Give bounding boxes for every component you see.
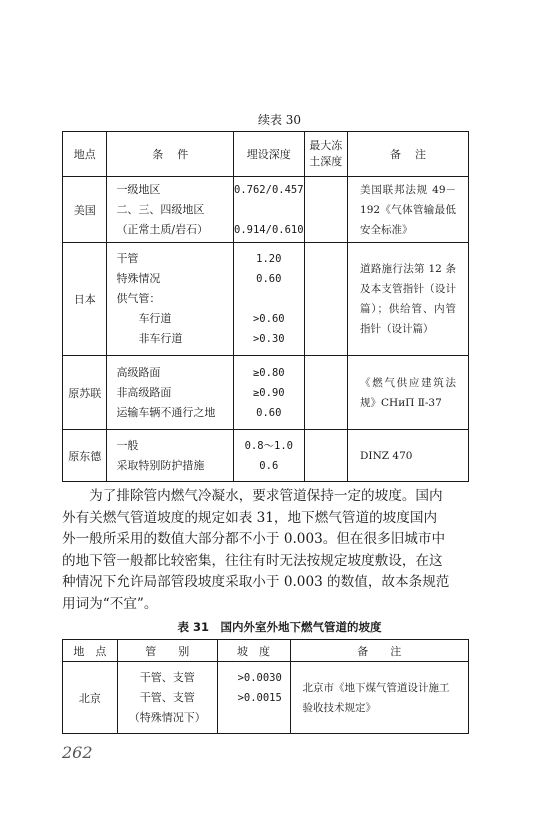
table-row bbox=[63, 243, 469, 356]
remarks-cell: 美国联邦法规 49－192《气体管输最低安全标准》 bbox=[348, 177, 469, 243]
paragraph-line: 种情况下允许局部管段坡度采取小于 0.003 的数值，故本条规范 bbox=[62, 574, 450, 590]
depth-value bbox=[234, 289, 304, 309]
depth-value: 0.60 bbox=[256, 273, 282, 285]
location-cell: 美国 bbox=[63, 177, 107, 243]
pipe-type-line: （特殊情况下） bbox=[128, 710, 206, 724]
location-cell: 原东德 bbox=[63, 430, 107, 482]
depth-cell bbox=[234, 177, 305, 243]
header-burial-depth: 埋设深度 bbox=[234, 132, 305, 177]
page-number: 262 bbox=[62, 743, 93, 762]
paragraph-line: 为了排除管内燃气冷凝水，要求管道保持一定的坡度。国内 bbox=[62, 488, 443, 504]
condition-line: 一级地区 bbox=[116, 182, 161, 196]
table-row bbox=[63, 356, 469, 430]
condition-line: 一般 bbox=[116, 438, 139, 452]
header-remarks: 备 注 bbox=[348, 132, 469, 177]
pipe-type-line: 干管、支管 bbox=[139, 690, 195, 704]
table-row bbox=[63, 662, 469, 734]
paragraph-line: 外有关燃气管道坡度的规定如表 31，地下燃气管道的坡度国内 bbox=[62, 509, 438, 526]
remarks-cell: 道路施行法第 12 条及本支管指针（设计篇）；供给管、内管指针（设计篇） bbox=[348, 243, 469, 356]
table-30 bbox=[62, 131, 469, 482]
condition-line: 非高级路面 bbox=[116, 385, 172, 399]
frost-cell bbox=[304, 356, 347, 430]
depth-value: >0.60 bbox=[252, 313, 285, 325]
condition-line: 采取特别防护措施 bbox=[116, 458, 205, 472]
remarks-cell: 《燃气供应建筑法规》СНиП Ⅱ-37 bbox=[348, 356, 469, 430]
location-cell: 北京 bbox=[63, 662, 118, 734]
table-row bbox=[63, 177, 469, 243]
table-31-caption: 表 31 国内外室外地下燃气管道的坡度 bbox=[177, 620, 382, 634]
condition-line: 供气管： bbox=[116, 292, 161, 305]
frost-cell bbox=[304, 177, 347, 243]
depth-value: 1.20 bbox=[256, 253, 282, 265]
condition-line: （正常土质/岩石） bbox=[116, 222, 209, 236]
paragraph-line: 的地下管一般都比较密集，往往有时无法按规定坡度敷设，在这 bbox=[62, 552, 443, 569]
header-location: 地 点 bbox=[63, 640, 118, 662]
slope-cell bbox=[217, 662, 290, 734]
depth-cell bbox=[234, 356, 305, 430]
slope-value: >0.0030 bbox=[237, 671, 282, 684]
conditions-cell bbox=[107, 177, 234, 243]
condition-line: 非车行道 bbox=[138, 332, 183, 345]
location-cell: 原苏联 bbox=[63, 356, 107, 430]
depth-cell bbox=[234, 243, 305, 356]
paragraph-line: 外一般所采用的数值大部分都不小于 0.003。但在很多旧城市中 bbox=[62, 531, 446, 547]
depth-value: 0.8～1.0 bbox=[244, 439, 293, 452]
depth-value: 0.60 bbox=[256, 406, 282, 419]
condition-line: 特殊情况 bbox=[116, 272, 161, 285]
depth-value: 0.762/0.457 bbox=[234, 183, 304, 196]
depth-value: ≥0.90 bbox=[252, 386, 285, 399]
depth-value: >0.30 bbox=[252, 333, 285, 345]
frost-cell bbox=[304, 430, 347, 482]
table-31-header-row bbox=[63, 640, 469, 662]
depth-value bbox=[234, 200, 304, 220]
header-location: 地点 bbox=[63, 132, 107, 177]
table-30-caption: 续表 30 bbox=[257, 113, 302, 127]
header-slope: 坡 度 bbox=[217, 640, 290, 662]
table-row bbox=[63, 430, 469, 482]
body-paragraph bbox=[62, 486, 468, 615]
condition-line: 运输车辆不通行之地 bbox=[116, 405, 216, 419]
depth-value: 0.6 bbox=[259, 459, 279, 472]
remarks-cell: 北京市《地下煤气管道设计施工验收技术规定》 bbox=[290, 662, 468, 734]
remarks-cell: DINZ 470 bbox=[348, 430, 469, 482]
conditions-cell bbox=[107, 430, 234, 482]
condition-line: 干管 bbox=[116, 252, 139, 265]
condition-line: 车行道 bbox=[138, 312, 172, 325]
pipe-type-line: 干管、支管 bbox=[139, 670, 195, 684]
location-cell: 日本 bbox=[63, 243, 107, 356]
header-conditions: 条 件 bbox=[107, 132, 234, 177]
conditions-cell bbox=[107, 243, 234, 356]
pipe-type-cell bbox=[117, 662, 217, 734]
slope-value: >0.0015 bbox=[237, 691, 282, 704]
header-max-frost-depth: 最大冻 土深度 bbox=[304, 132, 347, 177]
depth-value: 0.914/0.610 bbox=[234, 223, 304, 236]
depth-cell bbox=[234, 430, 305, 482]
header-pipe-type: 管 别 bbox=[117, 640, 217, 662]
frost-cell bbox=[304, 243, 347, 356]
paragraph-line: 用词为“不宜”。 bbox=[62, 595, 158, 612]
condition-line: 二、三、四级地区 bbox=[116, 202, 205, 216]
table-30-header-row bbox=[63, 132, 469, 177]
header-remarks: 备 注 bbox=[290, 640, 468, 662]
condition-line: 高级路面 bbox=[116, 365, 161, 379]
table-31 bbox=[62, 639, 469, 734]
conditions-cell bbox=[107, 356, 234, 430]
depth-value: ≥0.80 bbox=[252, 366, 285, 379]
